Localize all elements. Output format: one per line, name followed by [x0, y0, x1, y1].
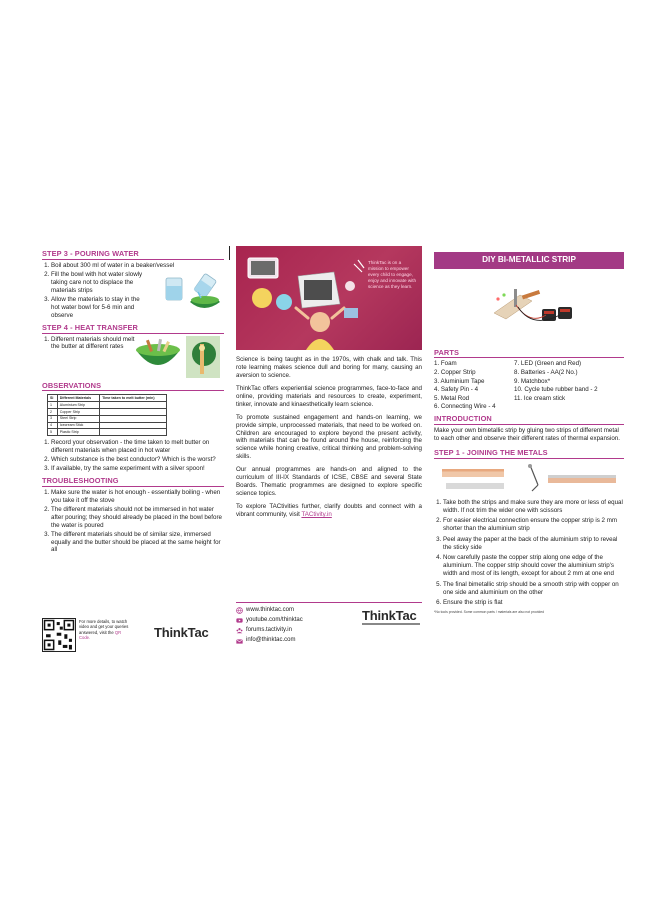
- thinktac-logo: ThinkTac: [154, 625, 209, 640]
- introduction-text: Make your own bimetallic strip by gluing two strips of different metal to each other and observe their different rates of thermal expansion.: [434, 427, 620, 442]
- list-item: 2. For easier electrical connection ensure the copper strip is 2 mm shorter than the aluminium strip: [443, 517, 624, 533]
- brochure-sheet: [40, 246, 625, 654]
- forum-icon: [236, 627, 243, 634]
- list-item: 6. Ensure the strip is flat: [443, 599, 624, 607]
- list-item: 5. The final bimetallic strip should be a smooth strip with copper on one side and aluminium on the other: [443, 581, 624, 597]
- table-row: [48, 429, 167, 436]
- table-cell: 4: [48, 422, 58, 429]
- contact-text: youtube.com/thinktac: [246, 617, 303, 624]
- list-item: 2. Which substance is the best conductor? Which is the worst?: [51, 456, 224, 464]
- part-item: 7. LED (Green and Red): [514, 360, 582, 368]
- panel-about: [236, 246, 422, 654]
- list-item: 1. Take both the strips and make sure they are more or less of equal width. If not trim the wider one with scissors: [443, 499, 624, 515]
- about-body: [236, 356, 422, 519]
- part-item: 3. Aluminium Tape: [434, 377, 485, 385]
- strips-drawing: [434, 461, 624, 499]
- table-header-row: [48, 395, 167, 402]
- mission-banner: [236, 246, 422, 350]
- list-item: 1. Make sure the water is hot enough - essentially boiling - when you take it off the stove: [51, 489, 224, 505]
- metal-strips-illustration: [434, 461, 624, 499]
- list-item: 3. The different materials should be of similar size, immersed equally and the butter should be placed at the same height for all: [51, 531, 224, 555]
- footnote: *No tools provided. Some common parts / materials are also not provided: [434, 610, 545, 615]
- list-item: 4. Now carefully paste the copper strip along one edge of the aluminium. The copper strip should cover the aluminium strip's width and most of its length, except for about 2 mm at one end: [443, 554, 624, 578]
- troubleshooting-heading: TROUBLESHOOTING: [42, 476, 224, 487]
- table-header: Sl: [48, 395, 58, 402]
- thinktac-logo: ThinkTac: [362, 608, 417, 623]
- tactivity-link[interactable]: TACtivity.in: [301, 510, 332, 518]
- step3-section: [42, 262, 224, 320]
- list-item: 2. The different materials should not be immersed in hot water after pouring; they should already be placed in the bowl before the water is poured: [51, 506, 224, 530]
- part-item: 11. Ice cream stick: [514, 394, 566, 402]
- introduction-heading: INTRODUCTION: [434, 414, 624, 425]
- table-row: [48, 415, 167, 422]
- step4-list: [42, 336, 137, 352]
- bimetallic-kit-illustration: [434, 269, 624, 345]
- table-row: [48, 422, 167, 429]
- contact-text: info@thinktac.com: [246, 637, 296, 644]
- qr-code-icon[interactable]: [42, 618, 76, 652]
- contact-text: www.thinktac.com: [246, 607, 295, 613]
- contact-email[interactable]: [236, 637, 422, 645]
- contact-section: [236, 602, 422, 655]
- beaker-pouring-illustration: [154, 272, 224, 314]
- explore-text: To explore TACtivities further, clarify doubts and connect with a vibrant community, visit: [236, 503, 422, 518]
- mission-text-b: with science as they learn.: [368, 277, 417, 289]
- step3-heading: STEP 3 - POURING WATER: [42, 249, 224, 260]
- table-cell: [100, 429, 167, 436]
- table-header: Different Materials: [57, 395, 99, 402]
- observation-list: [42, 439, 224, 473]
- step1-list: [434, 499, 624, 607]
- table-cell: [100, 409, 167, 416]
- about-paragraph: To promote sustained engagement and hands-on learning, we provide simple, unprocessed materials, that need to be worked on. Children are encouraged to explore beyond the present activity, with materials that can be found around the house, reinforcing the science while honing creative, critical thinking and problem-solving skills.: [236, 413, 422, 461]
- mission-text-a: ThinkTac is on a mission to empower every child to engage, enjoy and innovate: [368, 260, 413, 283]
- about-paragraph: ThinkTac offers experiential science programmes, face-to-face and online, providing materials and resources to create, experiment, tinker, innovate and kinaesthetically learn science.: [236, 384, 422, 408]
- contact-text: forums.tactivity.in: [246, 627, 292, 634]
- logo-tagline-bar: [362, 623, 420, 625]
- list-item: 1. Different materials should melt the butter at different rates: [51, 336, 137, 352]
- bimetallic-setup-drawing: [434, 269, 624, 345]
- table-cell: Plastic Strip: [57, 429, 99, 436]
- parts-heading: PARTS: [434, 348, 624, 359]
- fold-mark: [229, 246, 230, 260]
- part-item: 5. Metal Rod: [434, 394, 470, 402]
- panel-bimetallic-strip: [434, 246, 624, 654]
- mail-icon: [236, 638, 243, 645]
- table-cell: 3: [48, 415, 58, 422]
- part-item: 2. Copper Strip: [434, 369, 476, 376]
- table-cell: 5: [48, 429, 58, 436]
- qr-caption-link[interactable]: QR Code.: [79, 629, 122, 640]
- about-paragraph: Science is being taught as in the 1970s, with chalk and talk. This rote learning makes science dull and boring for many, causing an aversion to science.: [236, 356, 422, 379]
- step4-section: [42, 336, 224, 378]
- step1-heading: STEP 1 - JOINING THE METALS: [434, 448, 624, 459]
- part-item: 10. Cycle tube rubber band - 2: [514, 386, 598, 394]
- list-item: 2. Fill the bowl with hot water slowly taking care not to displace the materials strips: [51, 271, 143, 295]
- qr-caption-text: For more details, to watch video and get your queries answered, visit the: [79, 619, 129, 635]
- youtube-icon: [236, 617, 243, 624]
- panel-experiment-steps: [42, 246, 224, 654]
- explore-paragraph: [236, 503, 422, 519]
- mission-text: [368, 260, 418, 290]
- part-item: 4. Safety Pin - 4: [434, 386, 479, 394]
- qr-caption: [79, 619, 131, 640]
- observations-table: [47, 394, 167, 436]
- step4-heading: STEP 4 - HEAT TRANSFER: [42, 323, 224, 334]
- table-cell: 1: [48, 402, 58, 409]
- qr-section: [42, 618, 224, 654]
- part-item: 1. Foam: [434, 360, 457, 368]
- list-item: 3. Allow the materials to stay in the hot water bowl for 5-6 min and observe: [51, 296, 143, 320]
- bowl-heat-transfer-illustration: [134, 336, 222, 378]
- list-item: 3. If available, try the same experiment with a silver spoon!: [51, 465, 224, 473]
- table-cell: [100, 402, 167, 409]
- part-item: 8. Batteries - AA(2 No.): [514, 369, 578, 376]
- parts-list: [434, 360, 624, 411]
- observations-heading: OBSERVATIONS: [42, 381, 224, 392]
- table-cell: Copper Strip: [57, 409, 99, 416]
- contact-forum[interactable]: [236, 627, 422, 635]
- table-cell: Steel Strip: [57, 415, 99, 422]
- table-cell: [100, 422, 167, 429]
- table-cell: 2: [48, 409, 58, 416]
- table-cell: Aluminium Strip: [57, 402, 99, 409]
- part-item: 9. Matchbox*: [514, 377, 551, 385]
- table-row: [48, 409, 167, 416]
- part-item: [514, 403, 624, 411]
- table-cell: [100, 415, 167, 422]
- activity-title: DIY BI-METALLIC STRIP: [434, 252, 624, 269]
- list-item: 1. Record your observation - the time taken to melt butter on different materials when placed in hot water: [51, 439, 224, 455]
- table-cell: Icecream Stick: [57, 422, 99, 429]
- list-item: 1. Boil about 300 ml of water in a beaker/vessel: [51, 262, 224, 270]
- table-header: Time taken to melt butter (min): [100, 395, 167, 402]
- table-row: [48, 402, 167, 409]
- globe-icon: [236, 607, 243, 614]
- troubleshooting-list: [42, 489, 224, 555]
- about-paragraph: Our annual programmes are hands-on and aligned to the curriculum of III-IX Standards of ICSE, CBSE and several State Boards. Thematic programmes are designed to explore specific science topics.: [236, 466, 422, 498]
- part-item: 6. Connecting Wire - 4: [434, 403, 496, 411]
- list-item: 3. Peel away the paper at the back of the aluminium strip to reveal the sticky side: [443, 536, 624, 552]
